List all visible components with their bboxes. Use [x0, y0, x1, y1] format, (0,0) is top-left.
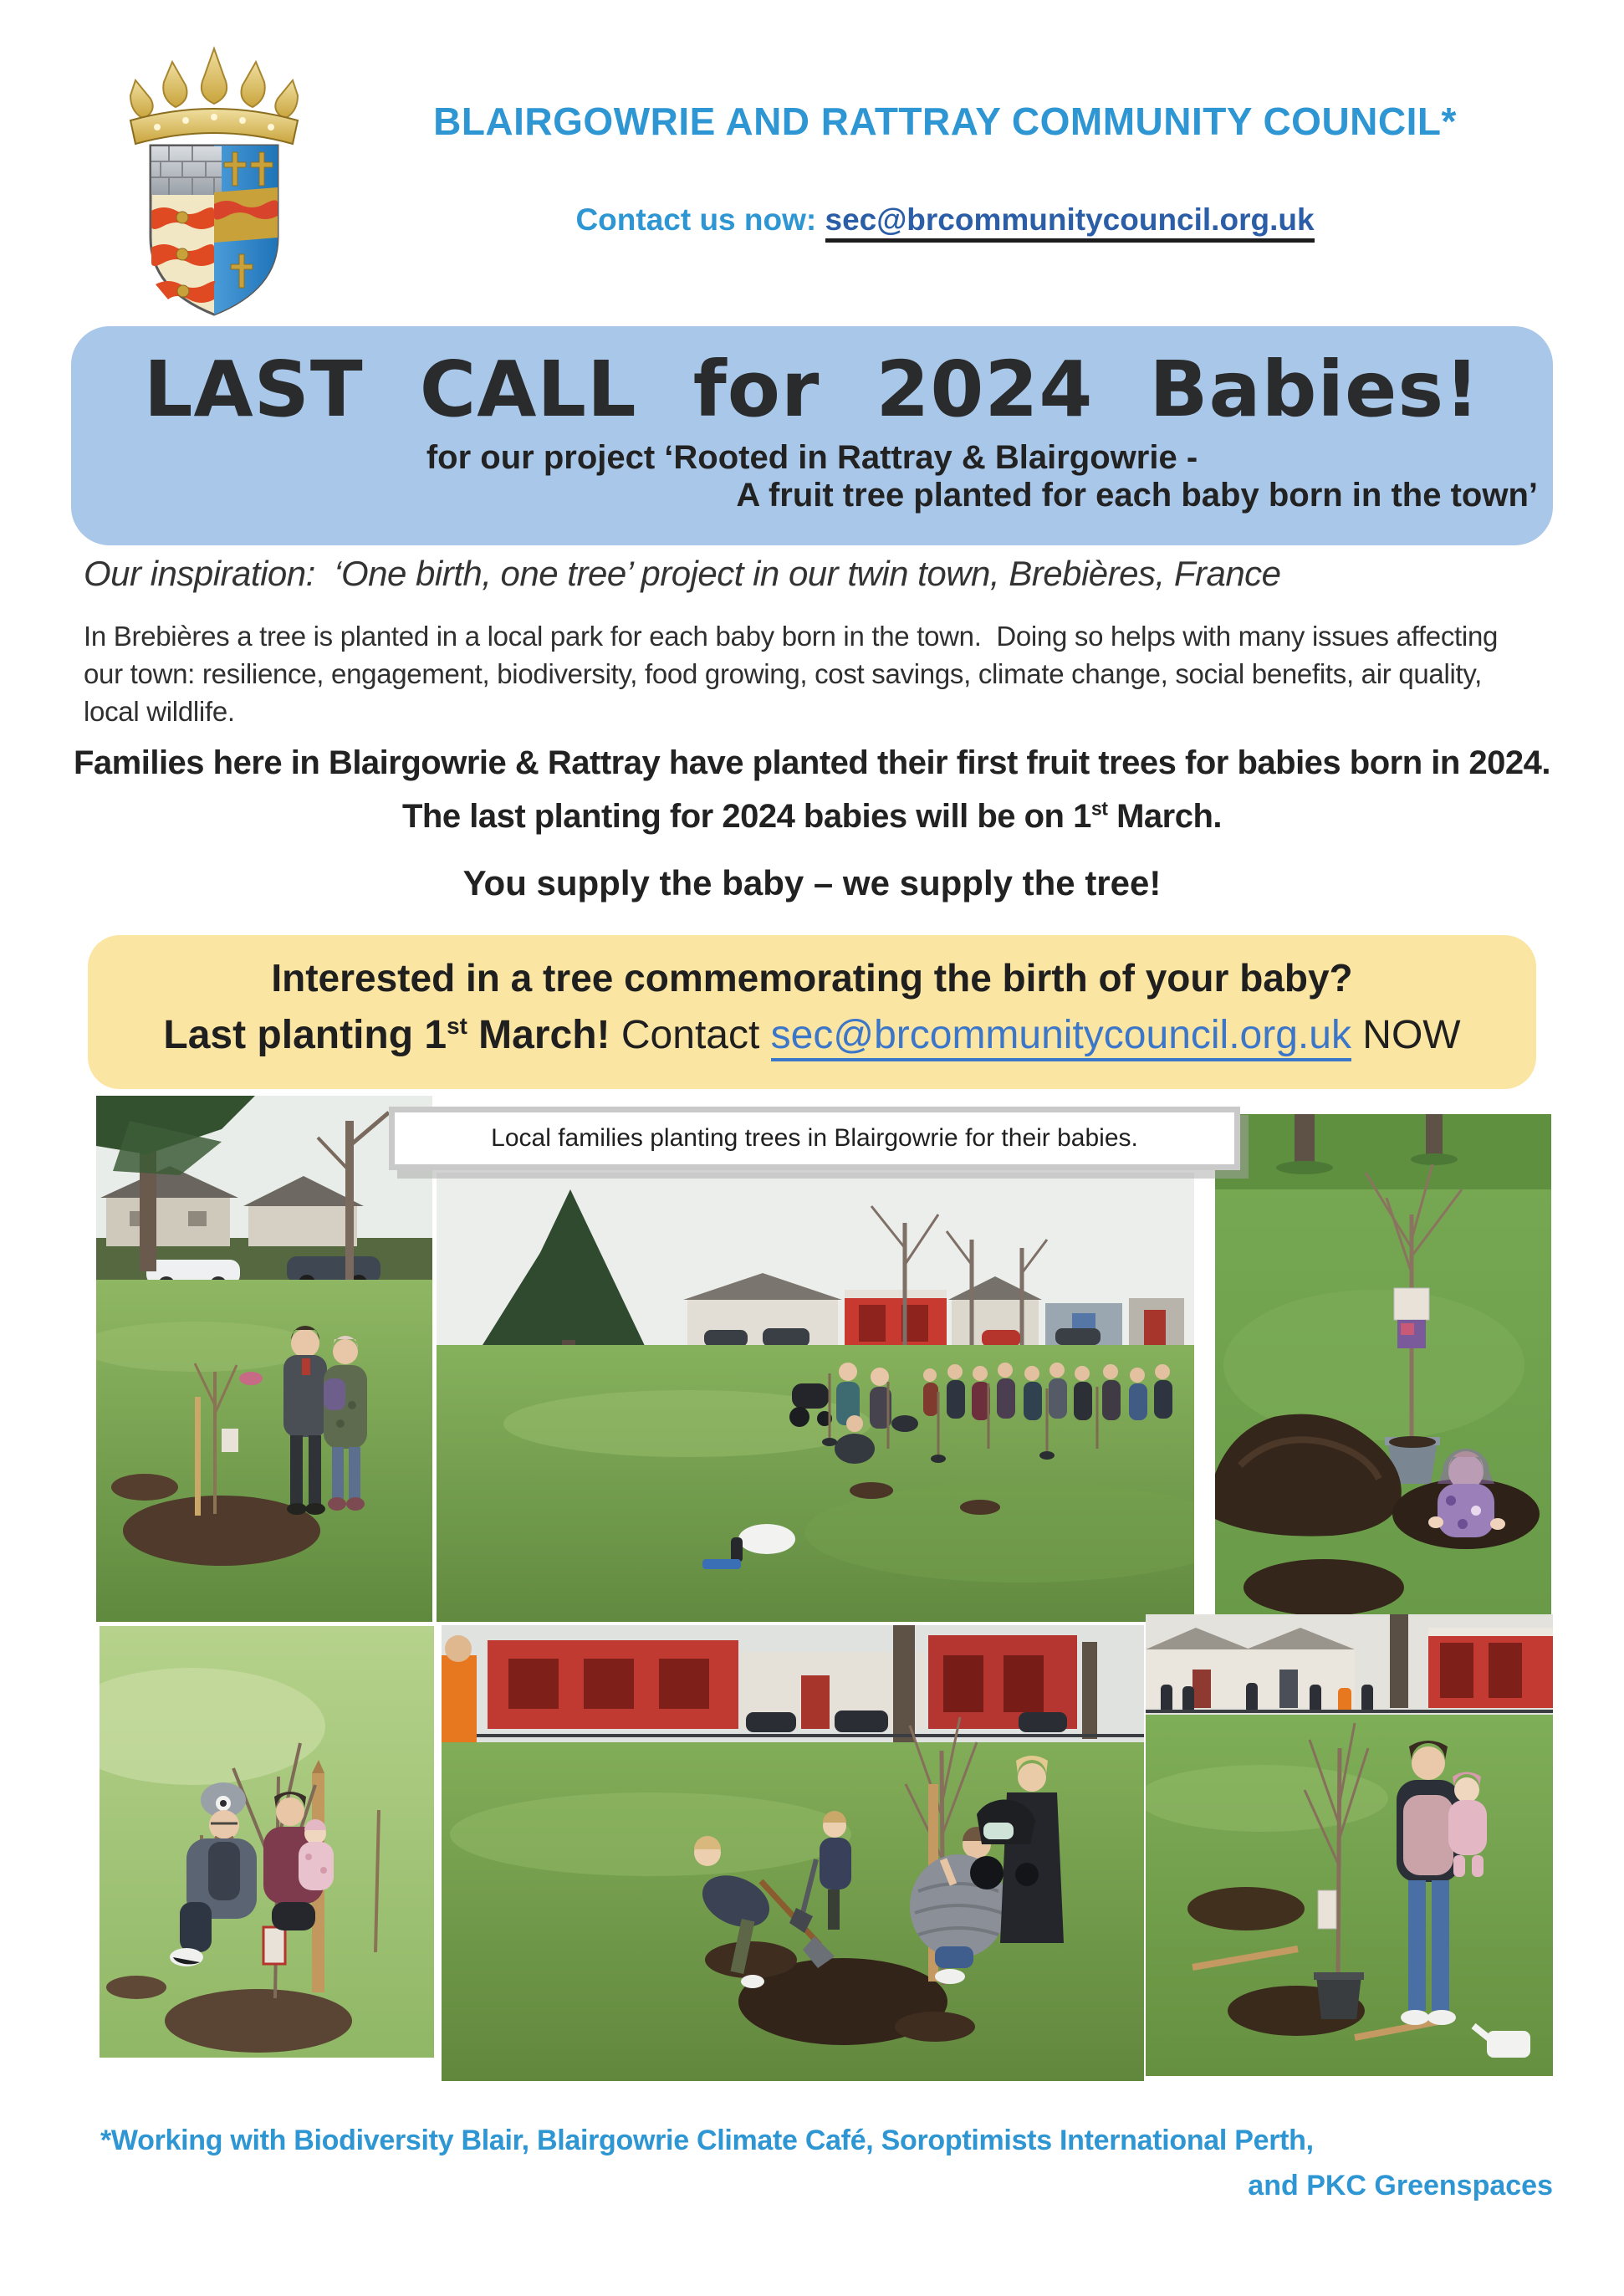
- photo-caption: Local families planting trees in Blairgowrie for their babies.: [389, 1107, 1240, 1170]
- last-call-banner: [71, 326, 1553, 545]
- inspiration-line: Our inspiration: ‘One birth, one tree’ project in our twin town, Brebières, France: [84, 554, 1281, 593]
- footer-partners-line1: *Working with Biodiversity Blair, Blairgowrie Climate Café, Soroptimists International Perth,: [100, 2125, 1314, 2156]
- photo-collage: [71, 1096, 1553, 2081]
- families-text: Families here in Blairgowrie & Rattray have planted their first fruit trees for babies born in 2024. The last planting for 2024 babies will be on 1: [73, 744, 1551, 835]
- photo-family-standing-with-sapling: [96, 1096, 432, 1622]
- supply-line: You supply the baby – we supply the tree!: [462, 863, 1162, 903]
- cta-now-text: NOW: [1351, 1013, 1461, 1057]
- photo-baby-in-planting-hole: [1215, 1114, 1551, 1614]
- banner-subtitle-1: for our project ‘Rooted in Rattray & Blairgowrie -: [426, 439, 1198, 476]
- cta-bold-text-2: March!: [467, 1013, 610, 1057]
- page-title: BLAIRGOWRIE AND RATTRAY COMMUNITY COUNCIL*: [433, 100, 1457, 143]
- families-cta-paragraph: [71, 736, 1553, 843]
- cta-email-link[interactable]: sec@brcommunitycouncil.org.uk: [771, 1013, 1351, 1061]
- photo-family-crouching-with-tree: [100, 1626, 434, 2058]
- contact-email-link[interactable]: sec@brcommunitycouncil.org.uk: [825, 202, 1315, 243]
- cta-line2: [88, 1012, 1536, 1058]
- coat-of-arms-icon: [99, 43, 329, 325]
- banner-title: LAST CALL for 2024 Babies!: [143, 345, 1481, 434]
- footer-partners-line2: and PKC Greenspaces: [1248, 2170, 1553, 2201]
- contact-line: [335, 202, 1555, 238]
- cta-superscript: st: [447, 1013, 467, 1039]
- cta-line1: Interested in a tree commemorating the birth of your baby?: [271, 956, 1353, 1000]
- banner-subtitle-2: A fruit tree planted for each baby born in the town’: [736, 477, 1538, 514]
- intro-paragraph: In Brebières a tree is planted in a local park for each baby born in the town. Doing so helps with many issues affecting our town: resilience, engagement, biodiversity, food growing, cost savings, climate change, social benefits, air quality, local wildlife.: [84, 621, 1505, 728]
- photo-children-digging-planting: [442, 1625, 1144, 2081]
- contact-label: Contact us now:: [575, 202, 825, 237]
- families-superscript: st: [1090, 797, 1108, 820]
- cta-contact-text: Contact: [610, 1013, 771, 1057]
- photo-park-planting-crowd: [437, 1173, 1194, 1622]
- cta-bold-text: Last planting 1: [163, 1013, 447, 1057]
- council-crest-logo: [99, 43, 329, 325]
- families-text-end: March.: [1107, 798, 1223, 835]
- cta-box: [88, 935, 1536, 1089]
- photo-mother-toddler-potted-tree: [1146, 1614, 1553, 2076]
